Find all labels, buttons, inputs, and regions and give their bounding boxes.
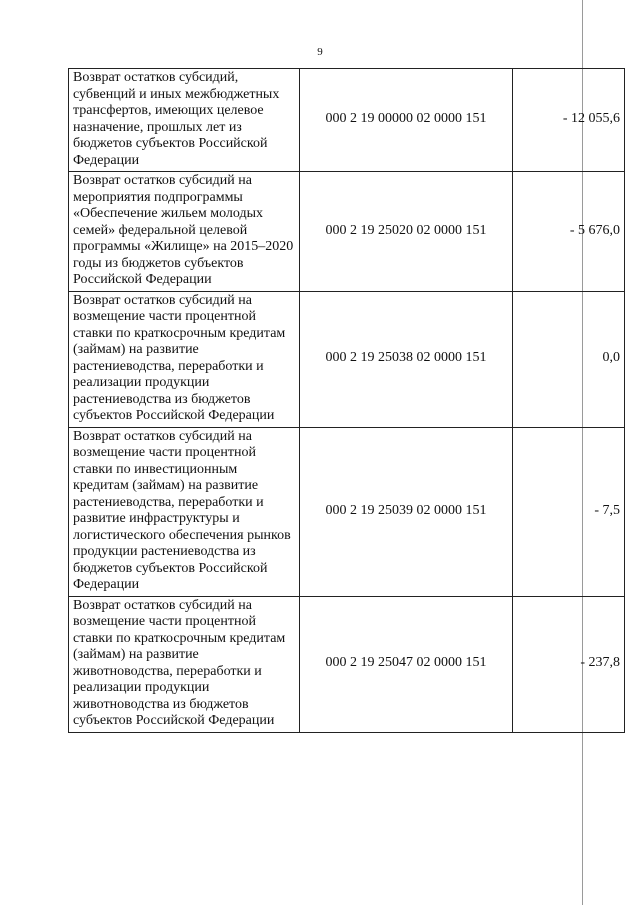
- row-budget-code: 000 2 19 25047 02 0000 151: [300, 596, 513, 732]
- budget-table: [68, 68, 625, 733]
- row-amount: - 237,8: [513, 596, 625, 732]
- page-number: 9: [317, 46, 323, 58]
- row-description: Возврат остатков субсидий на возмещение части процентной ставки по инвестиционным кредитам (займам) на развитие растениеводства, переработки и развитие инфраструктуры и логистического обеспечения рынков продукции растениеводства из бюджетов субъектов Российской Федерации: [69, 427, 300, 596]
- row-description: Возврат остатков субсидий на мероприятия подпрограммы «Обеспечение жильем молодых семей» федеральной целевой программы «Жилище» на 2015–2020 годы из бюджетов субъектов Российской Федерации: [69, 172, 300, 292]
- row-budget-code: 000 2 19 00000 02 0000 151: [300, 69, 513, 172]
- row-budget-code: 000 2 19 25020 02 0000 151: [300, 172, 513, 292]
- row-budget-code: 000 2 19 25039 02 0000 151: [300, 427, 513, 596]
- table-row: [69, 69, 625, 172]
- row-amount: 0,0: [513, 291, 625, 427]
- row-description: Возврат остатков субсидий на возмещение части процентной ставки по краткосрочным кредитам (займам) на развитие растениеводства, переработки и реализации продукции растениеводства из бюджетов субъектов Российской Федерации: [69, 291, 300, 427]
- row-description: Возврат остатков субсидий на возмещение части процентной ставки по краткосрочным кредитам (займам) на развитие животноводства, переработки и реализации продукции животноводства из бюджетов субъектов Российской Федерации: [69, 596, 300, 732]
- table-row: [69, 596, 625, 732]
- table-row: [69, 427, 625, 596]
- table-row: [69, 172, 625, 292]
- row-amount: - 7,5: [513, 427, 625, 596]
- row-amount: - 5 676,0: [513, 172, 625, 292]
- row-amount: - 12 055,6: [513, 69, 625, 172]
- table-row: [69, 291, 625, 427]
- row-description: Возврат остатков субсидий, субвенций и иных межбюджетных трансфертов, имеющих целевое назначение, прошлых лет из бюджетов субъектов Российской Федерации: [69, 69, 300, 172]
- row-budget-code: 000 2 19 25038 02 0000 151: [300, 291, 513, 427]
